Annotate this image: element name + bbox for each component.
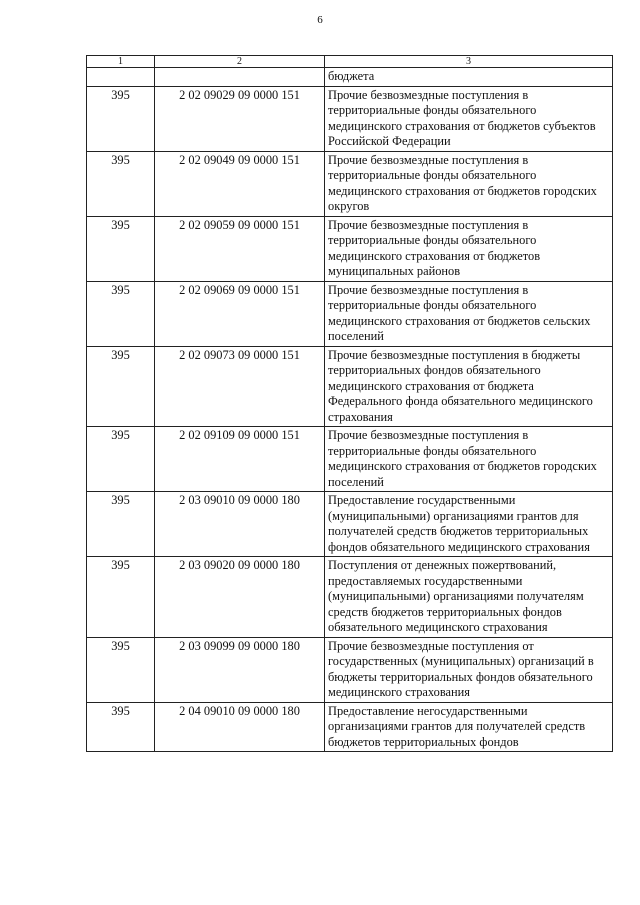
table-row [87,557,613,638]
revenue-name-cell: Прочие безвозмездные поступления в территориальные фонды обязательного медицинского страхования от бюджетов сельских поселений [325,281,613,346]
table-header-row [87,56,613,68]
table-row [87,68,613,87]
table-body [87,68,613,752]
column-header-1: 1 [87,56,155,68]
budget-code-cell: 2 02 09059 09 0000 151 [155,216,325,281]
revenue-codes-table [86,55,613,752]
table-row [87,427,613,492]
budget-code-cell [155,68,325,87]
revenue-name-cell: Предоставление государственными (муниципальными) организациями грантов для получателей средств бюджетов территориальных фондов обязательного медицинского страхования [325,492,613,557]
budget-code-cell: 2 02 09069 09 0000 151 [155,281,325,346]
budget-code-cell: 2 02 09109 09 0000 151 [155,427,325,492]
revenue-name-cell: Предоставление негосударственными организациями грантов для получателей средств бюджетов территориальных фондов [325,702,613,752]
table-row [87,702,613,752]
table-row [87,216,613,281]
admin-code-cell: 395 [87,281,155,346]
revenue-name-cell: Прочие безвозмездные поступления в территориальные фонды обязательного медицинского страхования от бюджетов городских поселений [325,427,613,492]
table-row [87,281,613,346]
table-row [87,492,613,557]
revenue-name-cell: бюджета [325,68,613,87]
admin-code-cell: 395 [87,151,155,216]
table-row [87,346,613,427]
budget-code-cell: 2 03 09099 09 0000 180 [155,637,325,702]
budget-code-cell: 2 03 09010 09 0000 180 [155,492,325,557]
admin-code-cell: 395 [87,637,155,702]
admin-code-cell: 395 [87,216,155,281]
admin-code-cell: 395 [87,702,155,752]
page-number: 6 [317,14,323,26]
admin-code-cell: 395 [87,427,155,492]
column-header-2: 2 [155,56,325,68]
revenue-name-cell: Прочие безвозмездные поступления в территориальные фонды обязательного медицинского страхования от бюджетов городских округов [325,151,613,216]
revenue-name-cell: Прочие безвозмездные поступления в бюджеты территориальных фондов обязательного медицинского страхования от бюджета Федерального фонда обязательного медицинского страхования [325,346,613,427]
revenue-name-cell: Прочие безвозмездные поступления в территориальные фонды обязательного медицинского страхования от бюджетов муниципальных районов [325,216,613,281]
revenue-name-cell: Поступления от денежных пожертвований, предоставляемых государственными (муниципальными) организациями получателям средств бюджетов территориальных фондов обязательного медицинского страхования [325,557,613,638]
revenue-name-cell: Прочие безвозмездные поступления в территориальные фонды обязательного медицинского страхования от бюджетов субъектов Российской Федерации [325,86,613,151]
column-header-3: 3 [325,56,613,68]
table-row [87,151,613,216]
admin-code-cell: 395 [87,492,155,557]
budget-code-cell: 2 04 09010 09 0000 180 [155,702,325,752]
budget-code-cell: 2 02 09029 09 0000 151 [155,86,325,151]
table-row [87,86,613,151]
table-row [87,637,613,702]
budget-code-cell: 2 02 09049 09 0000 151 [155,151,325,216]
revenue-name-cell: Прочие безвозмездные поступления от государственных (муниципальных) организаций в бюджеты территориальных фондов обязательного медицинского страхования [325,637,613,702]
budget-code-cell: 2 03 09020 09 0000 180 [155,557,325,638]
admin-code-cell: 395 [87,86,155,151]
admin-code-cell: 395 [87,346,155,427]
budget-code-cell: 2 02 09073 09 0000 151 [155,346,325,427]
admin-code-cell: 395 [87,557,155,638]
admin-code-cell [87,68,155,87]
